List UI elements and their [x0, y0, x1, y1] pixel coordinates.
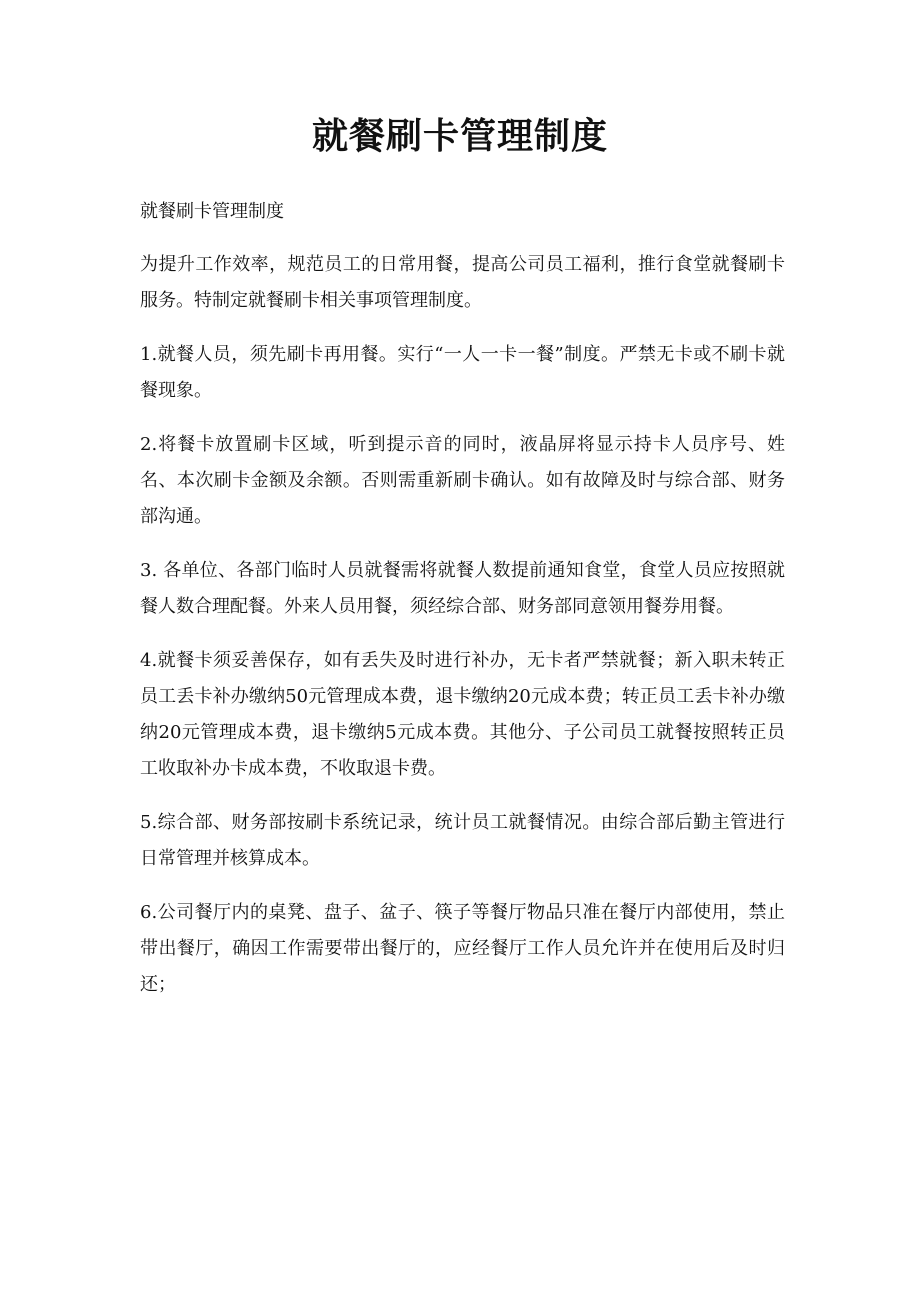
paragraph-intro: 为提升工作效率，规范员工的日常用餐，提高公司员工福利，推行食堂就餐刷卡服务。特制定就餐刷卡相关事项管理制度。 — [140, 254, 785, 311]
paragraph-rule-5: 5.综合部、财务部按刷卡系统记录，统计员工就餐情况。由综合部后勤主管进行日常管理并核算成本。 — [140, 812, 785, 869]
paragraph-rule-3: 3. 各单位、各部门临时人员就餐需将就餐人数提前通知食堂，食堂人员应按照就餐人数合理配餐。外来人员用餐，须经综合部、财务部同意领用餐券用餐。 — [140, 560, 785, 617]
paragraph-rule-4: 4.就餐卡须妥善保存，如有丢失及时进行补办，无卡者严禁就餐；新入职未转正员工丢卡补办缴纳50元管理成本费，退卡缴纳20元成本费；转正员工丢卡补办缴纳20元管理成本费，退卡缴纳5元成本费。其他分、子公司员工就餐按照转正员工收取补办卡成本费，不收取退卡费。 — [140, 650, 785, 779]
paragraph-rule-1: 1.就餐人员，须先刷卡再用餐。实行“一人一卡一餐”制度。严禁无卡或不刷卡就餐现象。 — [140, 344, 785, 401]
paragraph-rule-2: 2.将餐卡放置刷卡区域，听到提示音的同时，液晶屏将显示持卡人员序号、姓名、本次刷卡金额及余额。否则需重新刷卡确认。如有故障及时与综合部、财务部沟通。 — [140, 434, 785, 527]
document-body — [140, 196, 785, 1021]
document-subtitle: 就餐刷卡管理制度 — [140, 201, 284, 222]
document-title: 就餐刷卡管理制度 — [311, 115, 608, 157]
paragraph-rule-6: 6.公司餐厅内的桌凳、盘子、盆子、筷子等餐厅物品只准在餐厅内部使用，禁止带出餐厅，确因工作需要带出餐厅的，应经餐厅工作人员允许并在使用后及时归还； — [140, 902, 785, 995]
